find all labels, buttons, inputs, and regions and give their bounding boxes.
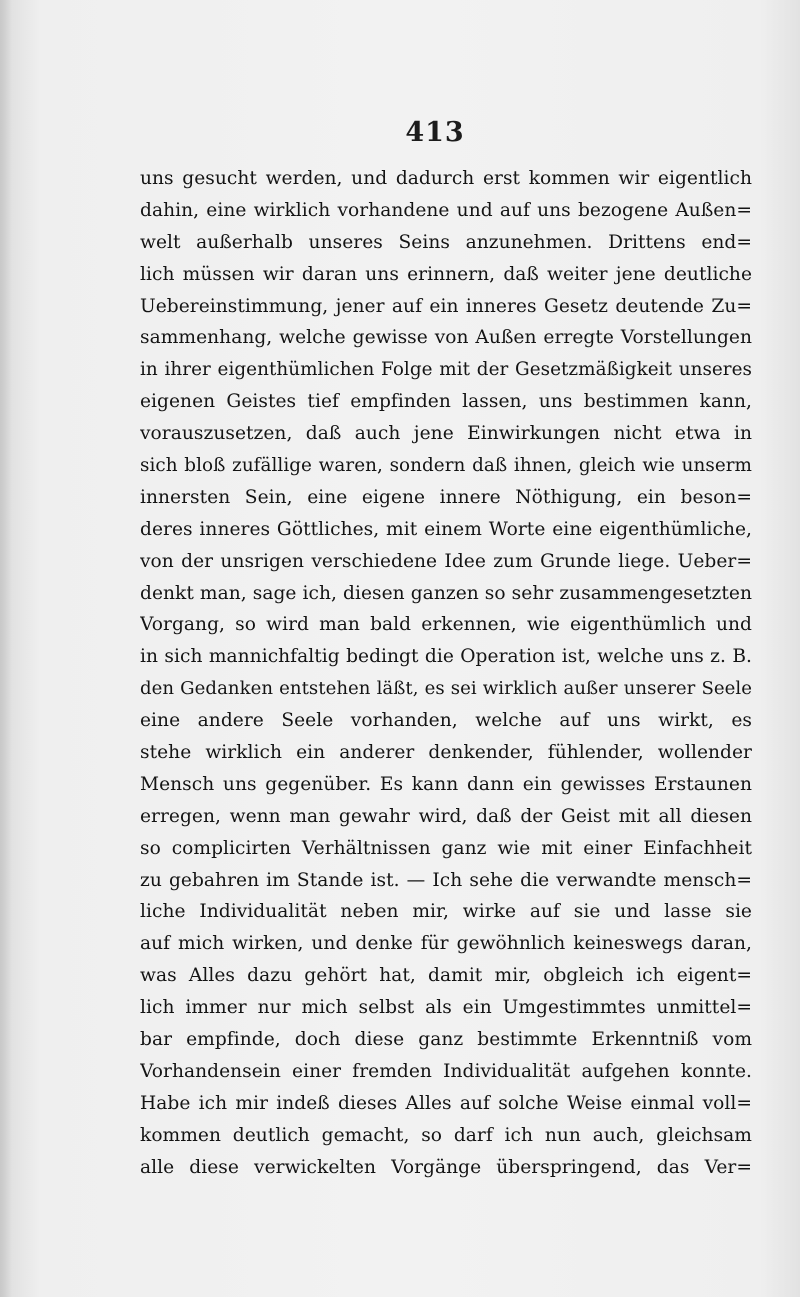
text-line: eigenen Geistes tief empfinden lassen, uns bestimmen kann, [140,391,752,413]
text-line: in ihrer eigenthümlichen Folge mit der Gesetzmäßigkeit unseres [140,359,752,381]
text-line: deres inneres Göttliches, mit einem Worte eine eigenthümliche, [140,518,752,540]
text-line: Uebereinstimmung, jener auf ein inneres Gesetz deutende Zu= [140,295,752,317]
body-text [140,163,752,1184]
text-line: sammenhang, welche gewisse von Außen erregte Vorstellungen [140,327,752,349]
text-line: liche Individualität neben mir, wirke auf sie und lasse sie [140,901,752,923]
text-line: sich bloß zufällige waren, sondern daß ihnen, gleich wie unserm [140,455,752,477]
text-line: kommen deutlich gemacht, so darf ich nun auch, gleichsam [140,1124,752,1146]
text-line: so complicirten Verhältnissen ganz wie mit einer Einfachheit [140,837,752,859]
text-line: was Alles dazu gehört hat, damit mir, obgleich ich eigent= [140,965,752,987]
text-line: auf mich wirken, und denke für gewöhnlich keineswegs daran, [140,933,752,955]
text-line: lich immer nur mich selbst als ein Umgestimmtes unmittel= [140,997,752,1019]
text-line: vorauszusetzen, daß auch jene Einwirkungen nicht etwa in [140,423,752,445]
page-number: 413 [405,117,465,148]
text-line: uns gesucht werden, und dadurch erst kommen wir eigentlich [140,168,752,189]
page-binding-shadow [0,0,12,1297]
text-line: in sich mannichfaltig bedingt die Operation ist, welche uns z. B. [140,646,752,668]
text-line: Vorgang, so wird man bald erkennen, wie eigenthümlich und [140,614,752,636]
text-line: den Gedanken entstehen läßt, es sei wirklich außer unserer Seele [140,678,752,700]
text-line: erregen, wenn man gewahr wird, daß der Geist mit all diesen [140,805,752,827]
text-line: Mensch uns gegenüber. Es kann dann ein gewisses Erstaunen [140,773,752,795]
text-line: Habe ich mir indeß dieses Alles auf solche Weise einmal voll= [140,1092,752,1114]
text-line: zu gebahren im Stande ist. — Ich sehe die verwandte mensch= [140,869,752,891]
text-line: Vorhandensein einer fremden Individualität aufgehen konnte. [140,1060,752,1082]
text-line: alle diese verwickelten Vorgänge überspringend, das Ver= [140,1156,752,1178]
text-line: von der unsrigen verschiedene Idee zum Grunde liege. Ueber= [140,550,752,572]
text-line: innersten Sein, eine eigene innere Nöthigung, ein beson= [140,486,752,508]
text-line: lich müssen wir daran uns erinnern, daß weiter jene deutliche [140,263,752,285]
text-line: stehe wirklich ein anderer denkender, fühlender, wollender [140,742,752,764]
text-line: dahin, eine wirklich vorhandene und auf uns bezogene Außen= [140,199,752,221]
text-line: bar empfinde, doch diese ganz bestimmte Erkenntniß vom [140,1029,752,1051]
text-line: eine andere Seele vorhanden, welche auf uns wirkt, es [140,710,752,732]
text-line: welt außerhalb unseres Seins anzunehmen. Drittens end= [140,231,752,253]
text-line: denkt man, sage ich, diesen ganzen so sehr zusammengesetzten [140,582,752,604]
